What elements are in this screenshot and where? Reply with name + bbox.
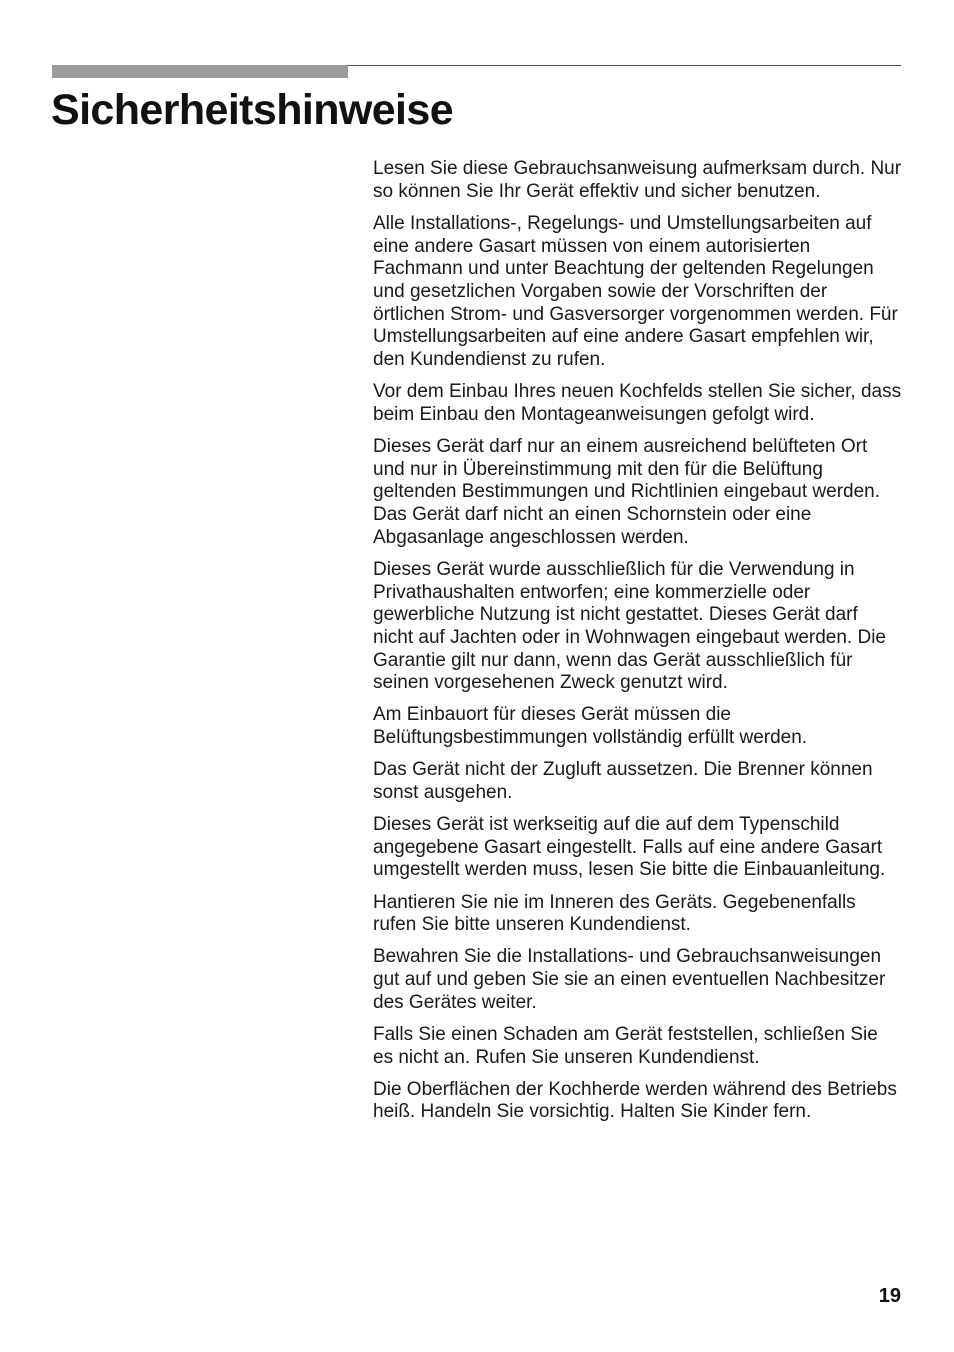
paragraph-1: Lesen Sie diese Gebrauchsanweisung aufmerksam durch. Nur so können Sie Ihr Gerät effektiv und sicher benutzen. [373, 158, 902, 202]
paragraph-8: Dieses Gerät ist werkseitig auf die auf dem Typenschild angegebene Gasart eingestellt. Falls auf eine andere Gasart umgestellt werden muss, lesen Sie bitte die Einbauanleitung. [373, 814, 886, 881]
paragraph-9: Hantieren Sie nie im Inneren des Geräts. Gegebenenfalls rufen Sie bitte unseren Kundendienst. [373, 891, 856, 936]
page-title: Sicherheitshinweise [51, 86, 454, 134]
paragraph-4: Dieses Gerät darf nur an einem ausreichend belüfteten Ort und nur in Übereinstimmung mit den für die Belüftung geltenden Bestimmungen und Richtlinien eingebaut werden. Das Gerät darf nicht an einen Schornstein oder eine Abgasanlage angeschlossen werden. [373, 435, 881, 548]
safety-instructions-body [373, 158, 903, 1133]
paragraph-3: Vor dem Einbau Ihres neuen Kochfelds stellen Sie sicher, dass beim Einbau den Montageanweisungen gefolgt wird. [373, 381, 902, 425]
page-number: 19 [878, 1285, 901, 1307]
paragraph-7: Das Gerät nicht der Zugluft aussetzen. Die Brenner können sonst ausgehen. [373, 759, 873, 803]
header-thick-bar [52, 65, 348, 78]
paragraph-2: Alle Installations-, Regelungs- und Umstellungsarbeiten auf eine andere Gasart müssen von einem autorisierten Fachmann und unter Beachtung der geltenden Regelungen und gesetzlichen Vorgaben sowie der Vorschriften der örtlichen Strom- und Gasversorger vorgenommen werden. Für Umstellungsarbeiten auf eine andere Gasart empfehlen wir, den Kundendienst zu rufen. [373, 212, 898, 371]
paragraph-11: Falls Sie einen Schaden am Gerät feststellen, schließen Sie es nicht an. Rufen Sie unseren Kundendienst. [373, 1023, 878, 1068]
paragraph-5: Dieses Gerät wurde ausschließlich für die Verwendung in Privathaushalten entworfen; eine kommerzielle oder gewerbliche Nutzung ist nicht gestattet. Dieses Gerät darf nicht auf Jachten oder in Wohnwagen eingebaut werden. Die Garantie gilt nur dann, wenn das Gerät ausschließlich für seinen vorgesehenen Zweck genutzt wird. [373, 558, 886, 694]
paragraph-10: Bewahren Sie die Installations- und Gebrauchsanweisungen gut auf und geben Sie sie an einen eventuellen Nachbesitzer des Gerätes weiter. [373, 946, 886, 1013]
header-rule [52, 65, 901, 78]
paragraph-12: Die Oberflächen der Kochherde werden während des Betriebs heiß. Handeln Sie vorsichtig. Halten Sie Kinder fern. [373, 1078, 897, 1123]
paragraph-6: Am Einbauort für dieses Gerät müssen die Belüftungsbestimmungen vollständig erfüllt werden. [373, 704, 808, 749]
